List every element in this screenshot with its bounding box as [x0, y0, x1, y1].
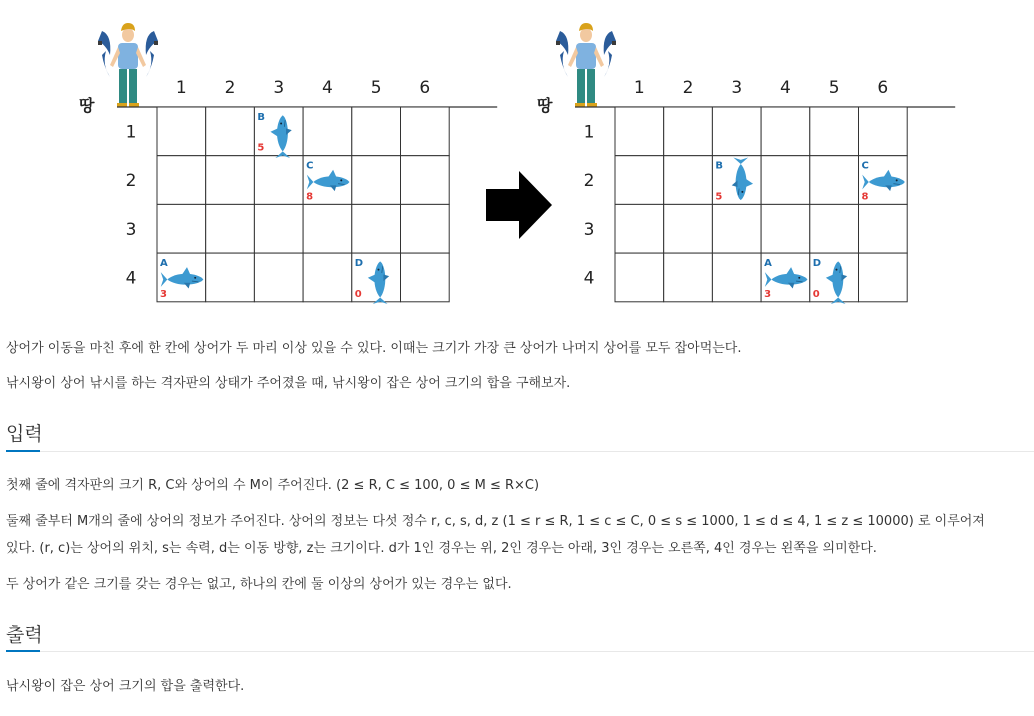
grid-cell — [352, 107, 401, 156]
before-grid — [79, 23, 497, 304]
input-paragraph-3: 두 상어가 같은 크기를 갖는 경우는 없고, 하나의 칸에 둘 이상의 상어가 있는 경우는 없다. — [6, 577, 512, 592]
shark-letter: D — [354, 258, 364, 270]
shark-letter: C — [306, 160, 314, 172]
column-label: 2 — [682, 78, 694, 98]
column-label: 6 — [419, 78, 431, 98]
grid-cell — [664, 107, 713, 156]
grid-cell — [810, 156, 859, 205]
input-section-title: 입력 — [6, 423, 43, 445]
grid-cell — [401, 204, 450, 253]
output-paragraph-1: 낚시왕이 잡은 상어 크기의 합을 출력한다. — [6, 679, 245, 694]
arrow-right-icon — [486, 171, 552, 239]
grid-cell — [254, 156, 303, 205]
grid-cell — [206, 204, 255, 253]
grid-cell — [615, 253, 664, 302]
fisherman-icon — [556, 23, 616, 107]
grid-cell — [206, 107, 255, 156]
column-label: 3 — [273, 78, 285, 98]
output-section-accent — [6, 650, 40, 652]
grid-cell — [303, 253, 352, 302]
grid-cell — [761, 156, 810, 205]
grid-cell — [157, 107, 206, 156]
row-label: 4 — [125, 268, 137, 289]
shark-letter: A — [160, 258, 168, 270]
grid-cell — [859, 204, 908, 253]
grid-cell — [401, 156, 450, 205]
input-section-divider — [6, 451, 1034, 452]
shark-size: 0 — [354, 288, 362, 300]
shark-letter: B — [257, 112, 266, 123]
shark-size: 8 — [306, 191, 314, 203]
row-label: 3 — [583, 219, 595, 240]
column-label: 1 — [633, 78, 645, 98]
input-paragraph-1: 첫째 줄에 격자판의 크기 R, C와 상어의 수 M이 주어진다. (2 ≤ R, C ≤ 100, 0 ≤ M ≤ R×C) — [6, 478, 540, 493]
column-label: 6 — [877, 78, 889, 98]
grid-cell — [615, 156, 664, 205]
fisherman-icon — [98, 23, 158, 107]
grid-cell — [859, 107, 908, 156]
row-label: 3 — [125, 219, 137, 240]
grid-cell — [712, 204, 761, 253]
shark-size: 3 — [764, 288, 772, 300]
column-label: 3 — [731, 78, 743, 98]
shark-letter: C — [861, 160, 869, 172]
grid-cell — [712, 107, 761, 156]
grid-cell — [401, 107, 450, 156]
ground-label: 땅 — [537, 96, 553, 115]
grid-cell — [254, 253, 303, 302]
shark-grid-figure — [0, 0, 1034, 320]
column-label: 5 — [828, 78, 840, 98]
grid-cell — [615, 107, 664, 156]
row-label: 1 — [125, 122, 137, 143]
grid-cell — [712, 253, 761, 302]
shark-letter: A — [764, 258, 772, 270]
grid-cell — [352, 204, 401, 253]
grid-cell — [664, 156, 713, 205]
grid-cell — [664, 204, 713, 253]
column-label: 4 — [322, 78, 333, 98]
output-section-divider — [6, 651, 1034, 652]
row-label: 1 — [583, 122, 595, 143]
row-label: 2 — [583, 171, 595, 192]
grid-cell — [157, 156, 206, 205]
grid-cell — [206, 253, 255, 302]
column-label: 1 — [175, 78, 187, 98]
grid-cell — [761, 204, 810, 253]
shark-size: 5 — [257, 142, 265, 154]
grid-cell — [401, 253, 450, 302]
output-section-title: 출력 — [6, 624, 43, 646]
column-label: 4 — [780, 78, 791, 98]
shark-size: 8 — [861, 191, 869, 203]
paragraph-goal: 낚시왕이 상어 낚시를 하는 격자판의 상태가 주어졌을 때, 낚시왕이 잡은 상어 크기의 합을 구해보자. — [6, 376, 571, 391]
grid-cell — [810, 107, 859, 156]
grid-cell — [664, 253, 713, 302]
row-label: 2 — [125, 171, 137, 192]
shark-size: 0 — [812, 288, 820, 300]
input-section-accent — [6, 450, 40, 452]
column-label: 2 — [224, 78, 236, 98]
row-label: 4 — [583, 268, 595, 289]
grid-cell — [859, 253, 908, 302]
shark-letter: B — [715, 160, 724, 172]
grid-cell — [206, 156, 255, 205]
paragraph-eat-rule: 상어가 이동을 마친 후에 한 칸에 상어가 두 마리 이상 있을 수 있다. 이때는 크기가 가장 큰 상어가 나머지 상어를 모두 잡아먹는다. — [6, 341, 742, 356]
shark-letter: D — [812, 258, 822, 270]
grid-cell — [254, 204, 303, 253]
shark-size: 3 — [160, 288, 167, 300]
column-label: 5 — [370, 78, 382, 98]
grid-cell — [352, 156, 401, 205]
grid-cell — [615, 204, 664, 253]
grid-cell — [810, 204, 859, 253]
grid-cell — [157, 204, 206, 253]
input-paragraph-2-line-2: 있다. (r, c)는 상어의 위치, s는 속력, d는 이동 방향, z는 크기이다. d가 1인 경우는 위, 2인 경우는 아래, 3인 경우는 오른쪽, 4인 경우는 왼쪽을 의미한다. — [6, 541, 877, 556]
after-grid — [537, 23, 955, 304]
ground-label: 땅 — [79, 96, 95, 115]
grid-cell — [303, 204, 352, 253]
input-paragraph-2-line-1: 둘째 줄부터 M개의 줄에 상어의 정보가 주어진다. 상어의 정보는 다섯 정수 r, c, s, d, z (1 ≤ r ≤ R, 1 ≤ c ≤ C, 0 ≤ s ≤ 1000, 1 ≤ d ≤ 4, 1 ≤ z ≤ 10000) 로 이루어져 — [6, 514, 985, 529]
shark-size: 5 — [715, 191, 723, 203]
grid-cell — [303, 107, 352, 156]
grid-cell — [761, 107, 810, 156]
